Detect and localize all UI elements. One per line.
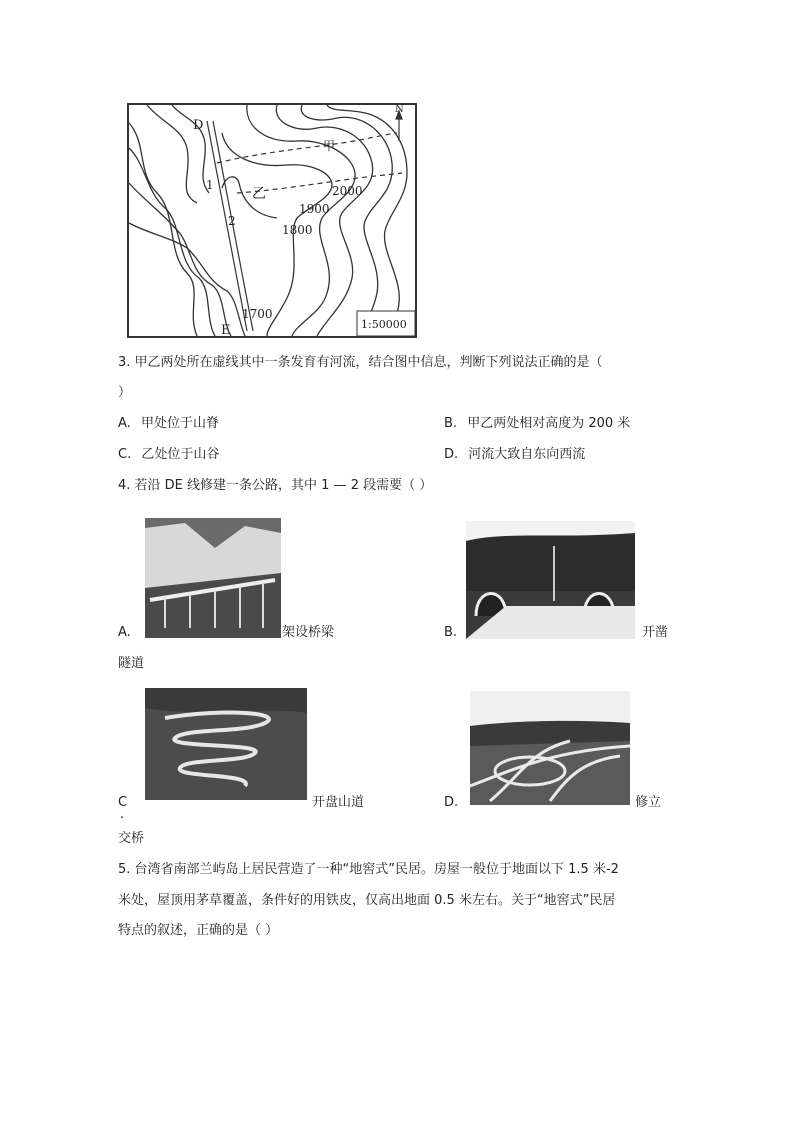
q4-option-c-letter: C	[118, 795, 128, 810]
q4-option-d-letter: D.	[444, 795, 459, 810]
interchange-image	[470, 691, 630, 805]
q4-option-a-letter: A.	[118, 625, 131, 640]
q4-option-a-caption: 架设桥梁	[282, 625, 335, 640]
bridge-image	[145, 518, 281, 638]
option-letter: C.	[118, 447, 132, 462]
q5-line1: 5. 台湾省南部兰屿岛上居民营造了一种“地窖式”民居。房屋一般位于地面以下 1.5 米-2	[118, 862, 619, 877]
q4-option-b-letter: B.	[444, 625, 458, 640]
label-yi: 乙	[252, 186, 266, 202]
q3-stem-line2: ）	[118, 385, 132, 400]
q4-option-c-caption: 开盘山道	[312, 795, 365, 810]
option-letter: B.	[444, 416, 458, 431]
photo-interchange	[470, 691, 630, 805]
q4-option-c-dot: .	[120, 807, 125, 822]
topographic-map	[127, 103, 417, 338]
photo-winding-road	[145, 688, 307, 800]
q5-line3: 特点的叙述，正确的是（ ）	[118, 923, 279, 938]
scale-label: 1:50000	[361, 318, 407, 331]
north-label: N	[395, 104, 404, 115]
contour-label-1900: 1900	[299, 202, 330, 216]
q3-stem-line1: 3. 甲乙两处所在虚线其中一条发育有河流，结合图中信息，判断下列说法正确的是（	[118, 355, 603, 370]
q3-option-a	[118, 415, 219, 433]
q5-line2: 米处，屋顶用茅草覆盖，条件好的用铁皮，仅高出地面 0.5 米左右。关于“地窖式”民居	[118, 893, 616, 908]
winding-road-image	[145, 688, 307, 800]
label-jia: 甲	[323, 139, 336, 153]
photo-bridge	[145, 518, 281, 638]
q4-stem: 4. 若沿 DE 线修建一条公路，其中 1 — 2 段需要（ ）	[118, 478, 433, 493]
label-point-2: 2	[228, 214, 236, 228]
q3-option-c	[118, 446, 219, 464]
contour-label-2000: 2000	[332, 184, 363, 198]
q3-option-d	[444, 446, 585, 464]
tunnel-image	[466, 521, 635, 639]
photo-tunnel	[466, 521, 635, 639]
option-text: 甲处位于山脊	[140, 416, 219, 431]
label-d: D	[193, 118, 204, 133]
option-text: 河流大致自东向西流	[468, 447, 586, 462]
option-letter: A.	[118, 416, 131, 431]
contour-map-svg	[127, 103, 417, 338]
option-letter: D.	[444, 447, 459, 462]
option-text: 乙处位于山谷	[141, 447, 220, 462]
contour-label-1800: 1800	[282, 223, 313, 237]
q4-option-d-caption: 修立	[635, 795, 662, 810]
q3-option-b	[444, 415, 630, 433]
q4-option-b-caption-cont: 隧道	[118, 656, 145, 671]
q4-option-b-caption: 开凿	[642, 625, 669, 640]
label-e: E	[221, 323, 231, 338]
contour-label-1700: 1700	[242, 307, 273, 321]
label-point-1: 1	[206, 178, 214, 192]
option-text: 甲乙两处相对高度为 200 米	[467, 416, 631, 431]
q4-option-d-caption-cont: 交桥	[118, 831, 145, 846]
